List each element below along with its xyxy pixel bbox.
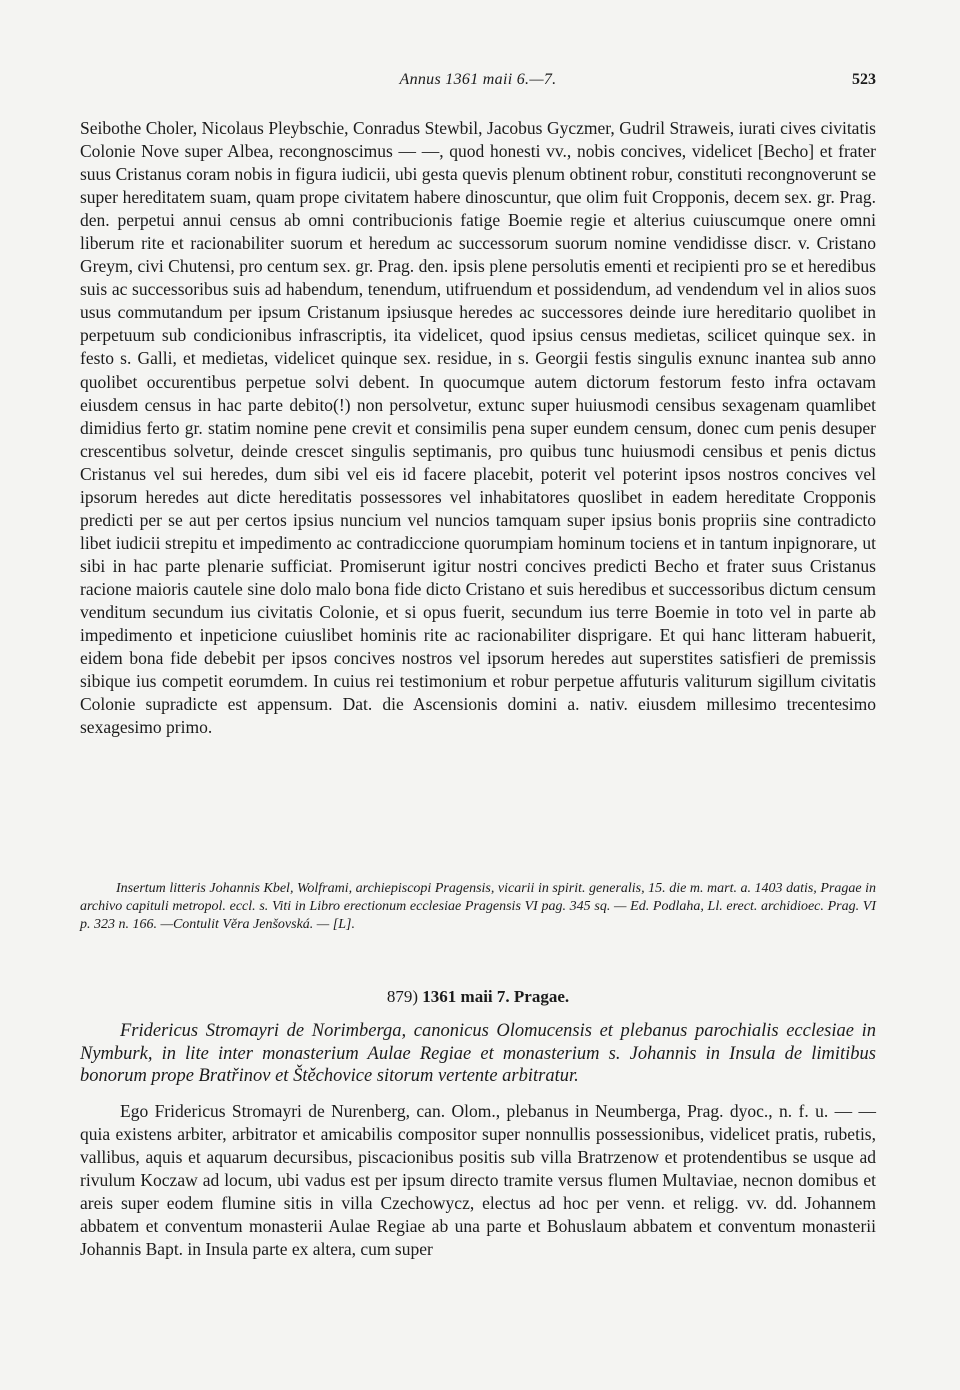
- charter-paragraph: Seibothe Choler, Nicolaus Pleybschie, Conradus Stewbil, Jacobus Gyczmer, Gudril Straweis, iurati cives civitatis Colonie Nove super Albea, recongnoscimus — —, quod honesti vv., nobis concives, videlicet [Becho] et frater suus Cristanus coram nobis in figura iudicii, ubi gesta quevis plenum obtinent robur, constituti recongnoverunt se super hereditatem suam, quam prope civitatem habere dinoscuntur, que olim fuit Cropponis, decem sex. gr. Prag. den. perpetui annui census ab omni contribucionis fatige Boemie regie et alterius cuiuscumque onere omni liberum rite et racionabiliter suorum et heredum ac successorum suorum nomine vendidisse discr. v. Cristano Greym, civi Chutensi, pro centum sex. gr. Prag. den. ipsis plene persolutis ementi et recipienti pro se et heredibus suis ac successoribus suis ad habendum, tenendum, utifruendum et possidendum, ad vendendum vel in alios suos usus commutandum per ipsum Cristanum ipsiusque heredes ac successores deinde iure hereditario quolibet in perpetuum sub condicionibus infrascriptis, ita videlicet, quod ipsius census medietas, scilicet quinque sex. in festo s. Galli, et medietas, videlicet quinque sex. residue, in s. Georgii festis singulis exnunc inantea sub anno quolibet occurentibus perpetue solvi debent. In quocumque autem dictorum festorum festo infra octavam eiusdem census in hac parte debito(!) non persolvetur, extunc super huiusmodi censibus sexagenam quamlibet dimidius ferto gr. statim nomine pene crevit et consimilis pena super eundem censum, donec cum penis desuper crescentibus solvetur, deinde crescet singulis septimanis, pro quibus tunc huiusmodi censibus et penis dictus Cristanus vel sui heredes, dum sibi vel eis id facere placebit, poterit vel poterint ipsos nostros concives vel ipsorum heredes aut dicte hereditatis possessores vel inhabitatores quoslibet in eadem hereditate Cropponis predicti per se aut per certos ipsius nuncium vel nuncios tamquam super ipsius bonis propriis sine contradicto libet iudicii strepitu et impedimento ac contradiccione quorumpiam hominum tociens et in tantum inpignorare, ut sibi in hac parte plenarie sufficiat. Promiserunt igitur nostri concives predicti Becho et frater suus Cristanus racione maioris cautele sine dolo malo bona fide dicto Cristano et suis heredibus et successoribus dictum censum venditum secundum ius civitatis Colonie, et si opus fuerit, secundum ius terre Boemie in toto vel in parte ab impedimento et inpeticione cuiuslibet hominis rite ac racionabiliter disprigare. Et qui hanc litteram habuerit, eidem bona fide debebit per ipsos concives nostros vel ipsorum heredes aut superstites satisfieri de premissis sibique ius competit eorumdem. In cuius rei testimonium et robur perpetue affuturis valiturum sigillum civitatis Colonie supradicte est appensum. Dat. die Ascensionis domini a. nativ. eiusdem millesimo trecentesimo sexagesimo primo.: [80, 118, 876, 738]
- document-text: Ego Fridericus Stromayri de Nurenberg, can. Olom., plebanus in Neumberga, Prag. dyoc., n. f. u. — — quia existens arbiter, arbitrator et amicabilis compositor super nonnullis possessionibus, videlicet pratis, rubetis, vallibus, aquis et aquarum decursibus, piscacionibus positis sub villa Bratrzenow et protendentibus se usque ad rivulum Koczaw ad locum, ubi vadus est per ipsum directo tramite versus flumen Multaviae, necnon domibus et areis super eodem flumine sitis in villa Czechowycz, electus ad hoc per venn. et religg. vv. dd. Johannem abbatem et conventum monasterii Aulae Regiae ab una parte et Bohuslaum abbatem et conventum monasterii Johannis Bapt. in Insula parte ex altera, cum super: [80, 1101, 876, 1260]
- source-note: Insertum litteris Johannis Kbel, Wolframi, archiepiscopi Pragensis, vicarii in spirit. generalis, 15. die m. mart. a. 1403 datis, Pragae in archivo capituli metropol. eccl. s. Viti in Libro erectionum ecclesiae Pragensis VI pag. 345 sq. — Ed. Podlaha, Ll. erect. archidioec. Prag. VI p. 323 n. 166. —Contulit Věra Jenšovská. — [L].: [80, 881, 876, 932]
- document-number: 879): [386, 987, 419, 1006]
- page-header: [80, 71, 876, 95]
- regest-summary: Fridericus Stromayri de Norimberga, canonicus Olomucensis et plebanus parochialis ecclesiae in Nymburk, in lite inter monasterium Aulae Regiae et monasterium s. Johannis in Insula de limitibus bonorum prope Bratřinov et Štěchovice sitorum vertente arbitratur.: [80, 1021, 876, 1086]
- page-number: 523: [852, 71, 876, 88]
- document-heading: [80, 987, 876, 1007]
- running-title: Annus 1361 maii 6.—7.: [399, 71, 557, 88]
- charter-text: [80, 117, 876, 739]
- document-date-place: 1361 maii 7. Pragae.: [422, 987, 570, 1006]
